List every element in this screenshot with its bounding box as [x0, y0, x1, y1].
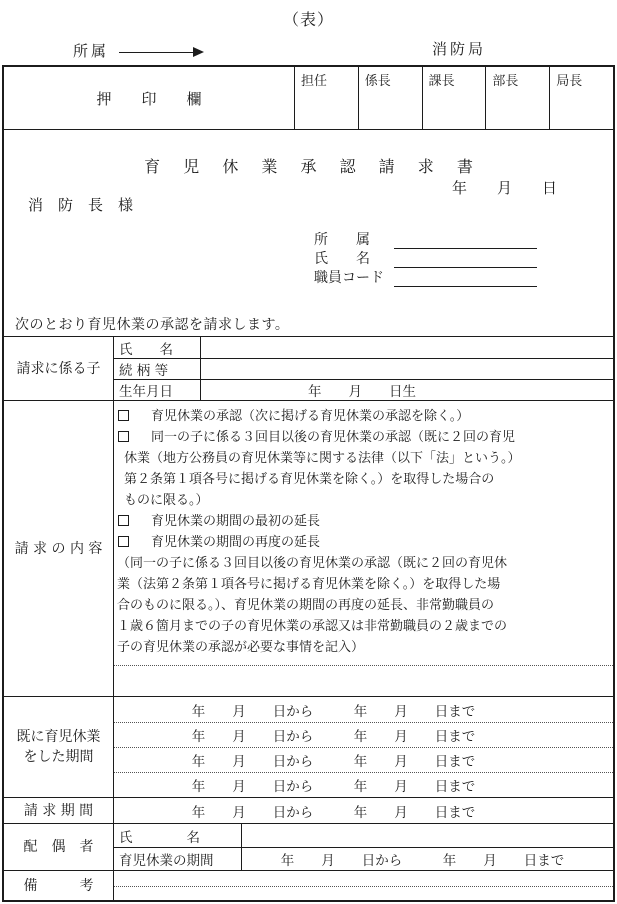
- option-continuation: ものに限る。）: [124, 493, 209, 508]
- option-row: [116, 427, 603, 448]
- spouse-period-field[interactable]: 年 月 日から 年 月 日まで: [280, 853, 565, 869]
- approver-stamp-cell-kakaricho[interactable]: 係長: [359, 67, 423, 129]
- right-arrow-icon: [119, 52, 195, 53]
- option-text: 育児休業の承認（次に掲げる育児休業の承認を除く。）: [151, 409, 470, 424]
- affiliation-field[interactable]: [394, 232, 537, 249]
- checkbox-icon[interactable]: [118, 431, 129, 442]
- section-child: [4, 336, 613, 400]
- form-head: [4, 130, 613, 336]
- approver-stamp-cell-bucho[interactable]: 部長: [486, 67, 550, 129]
- option-row: [116, 511, 603, 532]
- child-relation-row: [114, 358, 613, 379]
- section-remarks: [4, 870, 613, 900]
- section-label-taken-periods: [4, 697, 114, 797]
- section-taken-periods: [4, 696, 613, 797]
- field-row-name: [314, 249, 537, 268]
- note-line: 業（法第２条第１項各号に掲げる育児休業を除く。）を取得した場: [117, 577, 501, 592]
- field-row-employee-code: [314, 268, 537, 287]
- field-row-affiliation: [314, 230, 537, 249]
- section-request-period: [4, 797, 613, 823]
- bureau-label: 消防局: [432, 40, 487, 58]
- section-request-content: [4, 400, 613, 696]
- taken-period-row-4[interactable]: 年 月 日から 年 月 日まで: [114, 772, 613, 797]
- employee-code-field-label: 職員コード: [314, 270, 384, 286]
- checkbox-icon[interactable]: [118, 515, 129, 526]
- child-name-row: [114, 337, 613, 358]
- taken-period-row-3[interactable]: 年 月 日から 年 月 日まで: [114, 747, 613, 772]
- section-label-remarks: 備 考: [4, 871, 114, 900]
- child-birthdate-row: [114, 379, 613, 400]
- remarks-divider: [114, 886, 613, 887]
- option-continuation: 第２条第１項各号に掲げる育児休業を除く。）を取得した場合の: [124, 472, 495, 487]
- approver-stamp-cell-kyokucho[interactable]: 局長: [556, 74, 583, 89]
- section-label-request-period: 請 求 期 間: [4, 798, 114, 823]
- affiliation-field-label: 所 属: [314, 232, 370, 248]
- option-text: 同一の子に係る３回目以後の育児休業の承認（既に２回の育児: [151, 430, 516, 445]
- option-row: [116, 532, 603, 553]
- option-continuation: 休業（地方公務員の育児休業等に関する法律（以下「法」という。）: [124, 451, 521, 466]
- taken-label-line1: 既に育児休業: [16, 729, 101, 745]
- spouse-name-row: [114, 824, 613, 847]
- option-row: [116, 406, 603, 427]
- remarks-field[interactable]: [114, 871, 613, 900]
- spouse-name-label: 氏 名: [114, 824, 242, 847]
- child-name-label: 氏 名: [114, 337, 201, 358]
- form-title: 育 児 休 業 承 認 請 求 書: [144, 157, 482, 176]
- taken-label-line2: をした期間: [23, 749, 94, 765]
- right-arrow-head-icon: [193, 47, 204, 57]
- taken-period-row-2[interactable]: 年 月 日から 年 月 日まで: [114, 722, 613, 747]
- checkbox-icon[interactable]: [118, 410, 129, 421]
- addressee-label: 消 防 長 様: [28, 196, 134, 214]
- spouse-period-label: 育児休業の期間: [114, 848, 242, 870]
- child-name-field[interactable]: [201, 337, 613, 358]
- section-label-child: 請求に係る子: [4, 337, 114, 400]
- taken-period-row-1[interactable]: 年 月 日から 年 月 日まで: [191, 703, 476, 720]
- seal-column-label: 押 印 欄: [4, 67, 295, 129]
- option-text: 育児休業の期間の最初の延長: [151, 514, 321, 529]
- request-period-row[interactable]: 年 月 日から 年 月 日まで: [191, 804, 476, 821]
- request-content-cell: [114, 401, 613, 696]
- stamp-table: [4, 67, 613, 130]
- applicant-fields: [314, 230, 537, 287]
- intro-sentence: 次のとおり育児休業の承認を請求します。: [15, 317, 290, 333]
- approver-stamp-cell-kacho[interactable]: 課長: [423, 67, 487, 129]
- employee-code-field[interactable]: [394, 270, 537, 287]
- write-in-divider: [114, 665, 613, 666]
- spouse-name-field[interactable]: [242, 824, 613, 847]
- page-side-label: （表）: [282, 10, 334, 29]
- child-birthdate-label: 生年月日: [114, 380, 201, 400]
- child-relation-label: 続 柄 等: [114, 359, 201, 379]
- option-text: 育児休業の期間の再度の延長: [151, 535, 321, 550]
- note-line: 合のものに限る。）、育児休業の期間の再度の延長、非常勤職員の: [117, 598, 495, 613]
- form-box: [2, 65, 615, 902]
- section-label-request-content: 請 求 の 内 容: [4, 401, 114, 696]
- note-line: （同一の子に係る３回目以後の育児休業の承認（既に２回の育児休: [117, 556, 508, 571]
- section-spouse: [4, 823, 613, 870]
- child-birthdate-field[interactable]: 年 月 日生: [308, 384, 416, 400]
- name-field-label: 氏 名: [314, 251, 370, 267]
- spouse-period-row: [114, 847, 613, 870]
- note-line: １歳６箇月までの子の育児休業の承認又は非常勤職員の２歳までの: [117, 619, 508, 634]
- affiliation-label: 所属: [73, 42, 110, 60]
- child-relation-field[interactable]: [201, 359, 613, 379]
- note-line: 子の育児休業の承認が必要な事情を記入）: [117, 640, 365, 655]
- checkbox-icon[interactable]: [118, 536, 129, 547]
- section-label-spouse: 配 偶 者: [4, 824, 114, 870]
- approver-stamp-cell-tannin[interactable]: 担任: [295, 67, 359, 129]
- date-line[interactable]: 年 月 日: [451, 179, 557, 197]
- name-field[interactable]: [394, 251, 537, 268]
